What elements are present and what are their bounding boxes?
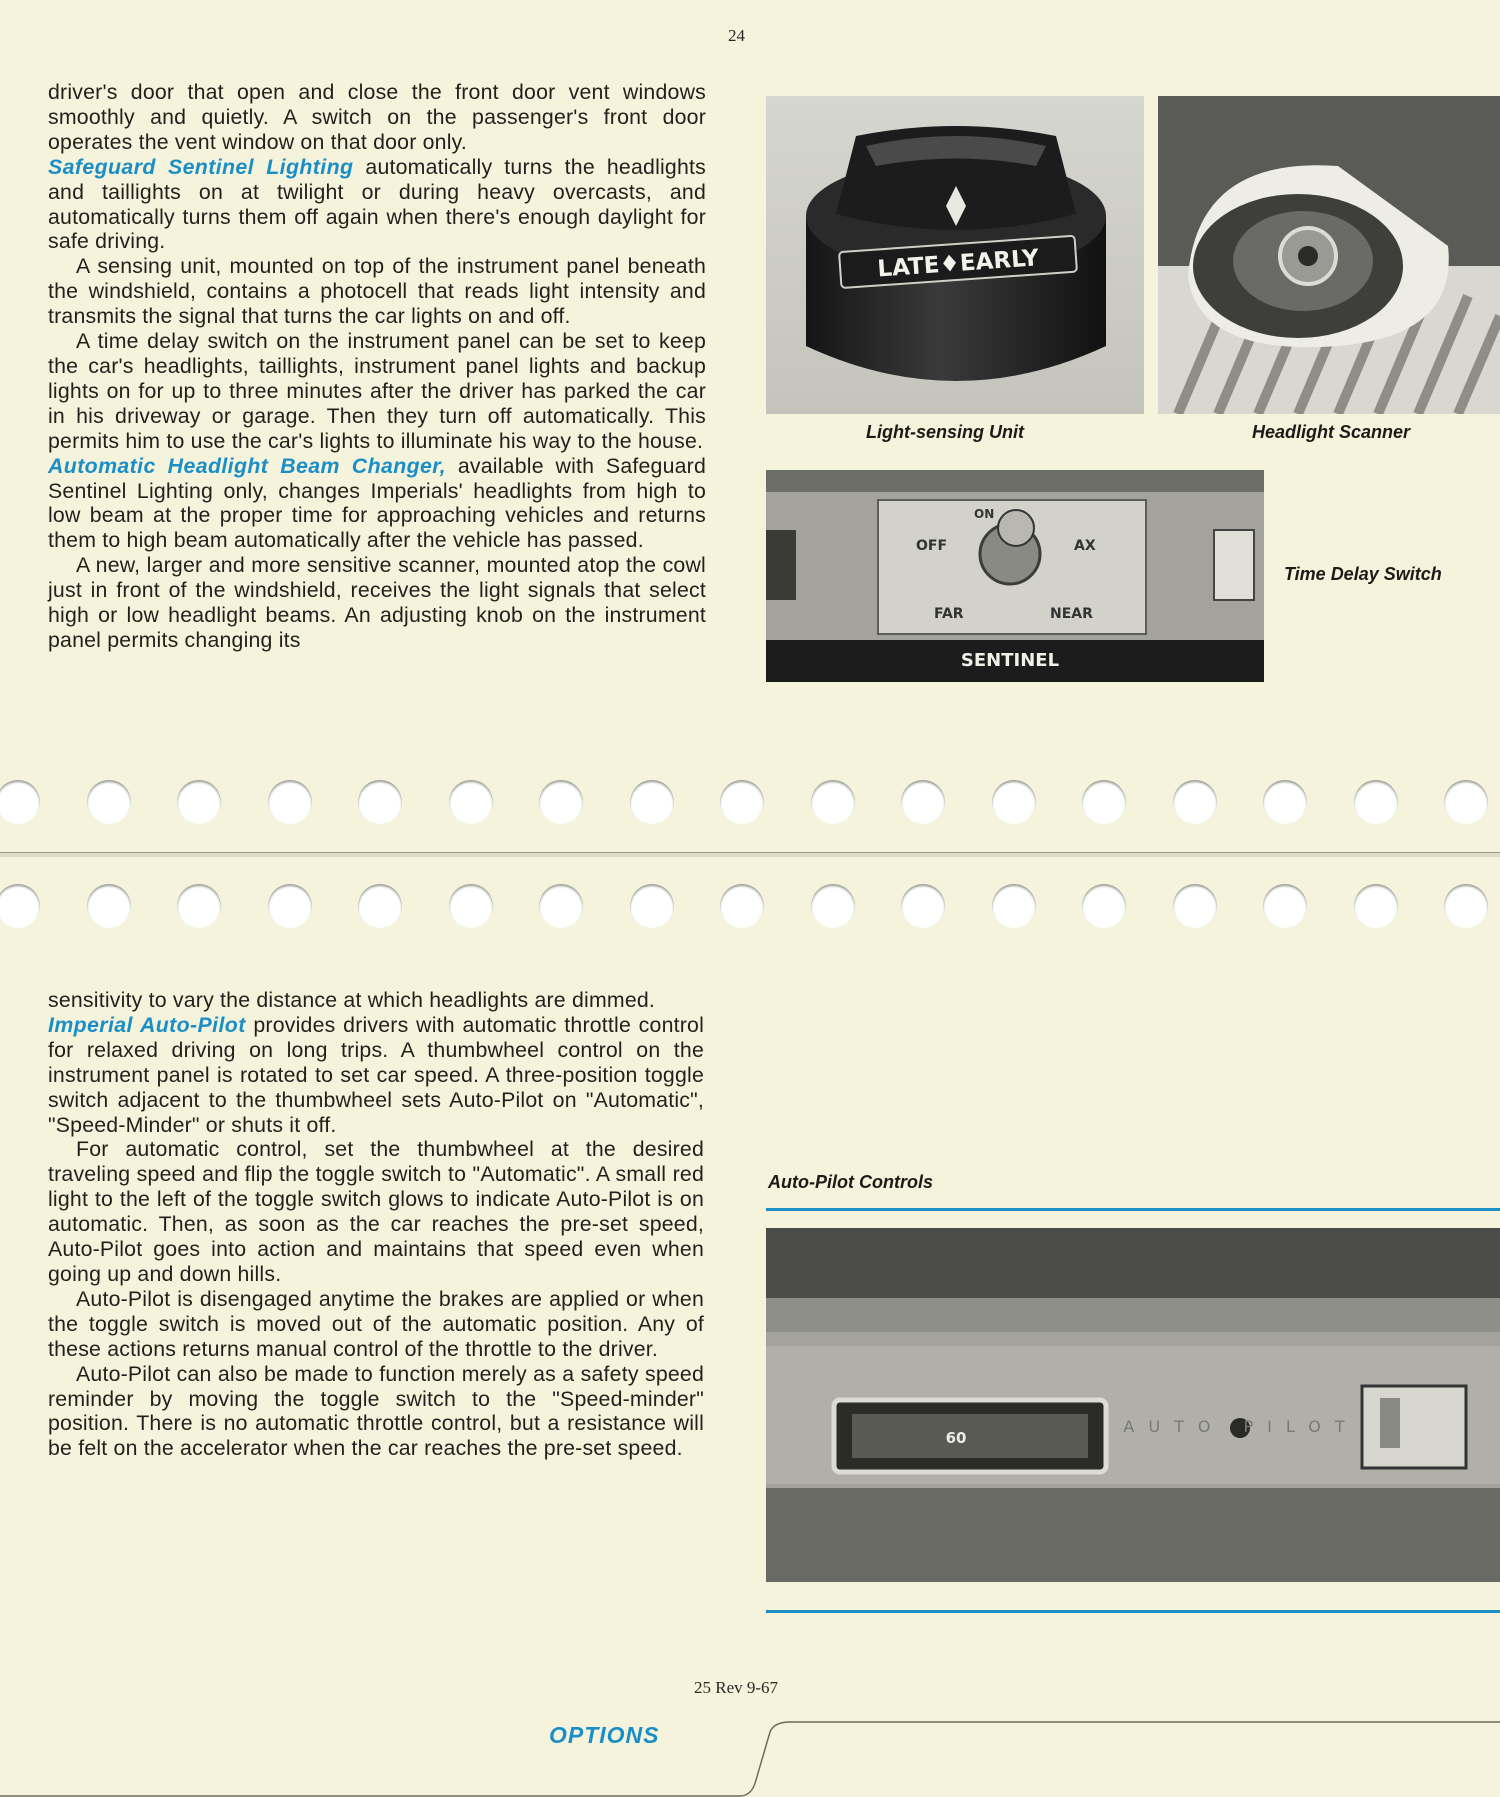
light-sensing-caption: Light-sensing Unit: [866, 422, 1024, 442]
binder-hole: [1354, 780, 1398, 824]
switch-off-label: OFF: [916, 538, 948, 554]
paragraph-text: available with Safeguard Sentinel Lighting only, changes Imperials' headlights from high to low beam at the proper time for approaching vehicles and returns them to high beam automatically after the vehicle has passed.: [48, 453, 706, 553]
binder-hole: [87, 780, 131, 824]
headlight-scanner-photo: [1158, 96, 1500, 414]
binder-hole: [1263, 780, 1307, 824]
page-number-bottom: 25 Rev 9-67: [694, 1678, 779, 1697]
binder-hole: [449, 780, 493, 824]
binder-hole: [811, 780, 855, 824]
binder-hole: [358, 884, 402, 928]
paragraph-text: A sensing unit, mounted on top of the instrument panel beneath the windshield, contains a photocell that reads light intensity and transmits the signal that turns the car lights on and off.: [48, 254, 706, 329]
headlight-scanner-caption: Headlight Scanner: [1252, 422, 1411, 442]
binder-hole: [1354, 884, 1398, 928]
blue-rule-bottom: [766, 1610, 1500, 1613]
binder-hole: [720, 780, 764, 824]
switch-far-label: FAR: [934, 606, 964, 622]
autopilot-controls-photo: [766, 1228, 1500, 1582]
binder-hole: [539, 884, 583, 928]
autopilot-panel-text: AUTO PILOT: [1123, 1417, 1359, 1436]
sentinel-label: SENTINEL: [960, 650, 1060, 671]
time-delay-caption: Time Delay Switch: [1284, 564, 1442, 584]
paragraph: [48, 155, 706, 255]
binder-hole: [720, 884, 764, 928]
paragraph: [48, 254, 706, 329]
switch-on-label: ON: [974, 507, 995, 521]
binder-hole: [1173, 884, 1217, 928]
binder-hole: [630, 884, 674, 928]
binder-hole: [630, 780, 674, 824]
light-sensing-unit-photo: [766, 96, 1144, 414]
binder-hole: [1082, 780, 1126, 824]
binder-hole: [1444, 884, 1488, 928]
paragraph-text: driver's door that open and close the front door vent windows smoothly and quietly. A switch on the passenger's front door operates the vent window on that door only.: [48, 80, 706, 154]
binder-hole: [901, 884, 945, 928]
binder-hole: [811, 884, 855, 928]
feature-heading: Safeguard Sentinel Lighting: [48, 154, 354, 179]
paragraph: [48, 988, 704, 1013]
paragraph: [48, 329, 706, 454]
binder-hole: [1082, 884, 1126, 928]
binder-hole: [177, 884, 221, 928]
binder-hole: [992, 780, 1036, 824]
binder-hole: [449, 884, 493, 928]
feature-heading: Imperial Auto-Pilot: [48, 1012, 246, 1037]
binder-hole: [0, 884, 40, 928]
page-number-top: 24: [728, 26, 745, 45]
late-early-label: LATE♦EARLY: [876, 245, 1040, 283]
binder-hole: [268, 884, 312, 928]
paragraph: [48, 553, 706, 653]
binder-hole: [539, 780, 583, 824]
paragraph: [48, 1013, 704, 1138]
binder-holes-top: [0, 780, 1500, 840]
binder-hole: [268, 780, 312, 824]
paragraph-text: sensitivity to vary the distance at which headlights are dimmed.: [48, 988, 656, 1012]
paragraph-text: Auto-Pilot is disengaged anytime the brakes are applied or when the toggle switch is moved out of the automatic position. Any of these actions returns manual control of the throttle to the driver.: [48, 1286, 704, 1361]
top-page-text: [48, 80, 706, 653]
binder-hole: [87, 884, 131, 928]
binder-hole: [0, 780, 40, 824]
paragraph-text: A new, larger and more sensitive scanner, mounted atop the cowl just in front of the windshield, receives the light signals that select high or low headlight beams. An adjusting knob on the instrument panel permits changing its: [48, 553, 706, 652]
paragraph: [48, 1362, 704, 1462]
page-divider: [0, 852, 1500, 857]
binder-holes-bottom: [0, 884, 1500, 944]
switch-max-label: AX: [1074, 538, 1096, 554]
paragraph: [48, 454, 706, 554]
binder-hole: [1444, 780, 1488, 824]
options-tab-label: OPTIONS: [549, 1722, 660, 1748]
binder-hole: [1263, 884, 1307, 928]
paragraph: [48, 1287, 704, 1362]
thumbwheel-speed: 60: [945, 1429, 967, 1447]
binder-hole: [358, 780, 402, 824]
binder-hole: [992, 884, 1036, 928]
paragraph-text: automatically turns the headlights and taillights on at twilight or during heavy overcasts, and automatically turns them off again when there's enough daylight for safe driving.: [48, 154, 706, 254]
binder-hole: [177, 780, 221, 824]
time-delay-switch-photo: [766, 470, 1264, 682]
paragraph: [48, 1137, 704, 1286]
binder-hole: [1173, 780, 1217, 824]
paragraph-text: A time delay switch on the instrument panel can be set to keep the car's headlights, taillights, instrument panel lights and backup lights on for up to three minutes after the driver has parked the car in his driveway or garage. Then they turn off automatically. This permits him to use the car's lights to illuminate his way to the house.: [48, 329, 706, 453]
switch-near-label: NEAR: [1050, 606, 1093, 622]
blue-rule-top: [766, 1208, 1500, 1211]
paragraph: [48, 80, 706, 155]
bottom-page-text: [48, 988, 704, 1461]
index-tab-outline: [0, 1700, 1500, 1797]
paragraph-text: provides drivers with automatic throttle control for relaxed driving on long trips. A thumbwheel control on the instrument panel is rotated to set car speed. A three-position toggle switch adjacent to the thumbwheel sets Auto-Pilot on "Automatic", "Speed-Minder" or shuts it off.: [48, 1012, 704, 1137]
paragraph-text: For automatic control, set the thumbwheel at the desired traveling speed and flip the toggle switch to "Automatic". A small red light to the left of the toggle switch glows to indicate Auto-Pilot is on automatic. Then, as soon as the car reaches the pre-set speed, Auto-Pilot goes into action and maintains that speed even when going up and down hills.: [48, 1137, 704, 1286]
autopilot-caption: Auto-Pilot Controls: [768, 1172, 933, 1192]
binder-hole: [901, 780, 945, 824]
feature-heading: Automatic Headlight Beam Changer,: [48, 453, 447, 478]
paragraph-text: Auto-Pilot can also be made to function merely as a safety speed reminder by moving the toggle switch to the "Speed-minder" position. There is no automatic throttle control, but a resistance will be felt on the accelerator when the car reaches the pre-set speed.: [48, 1361, 704, 1461]
